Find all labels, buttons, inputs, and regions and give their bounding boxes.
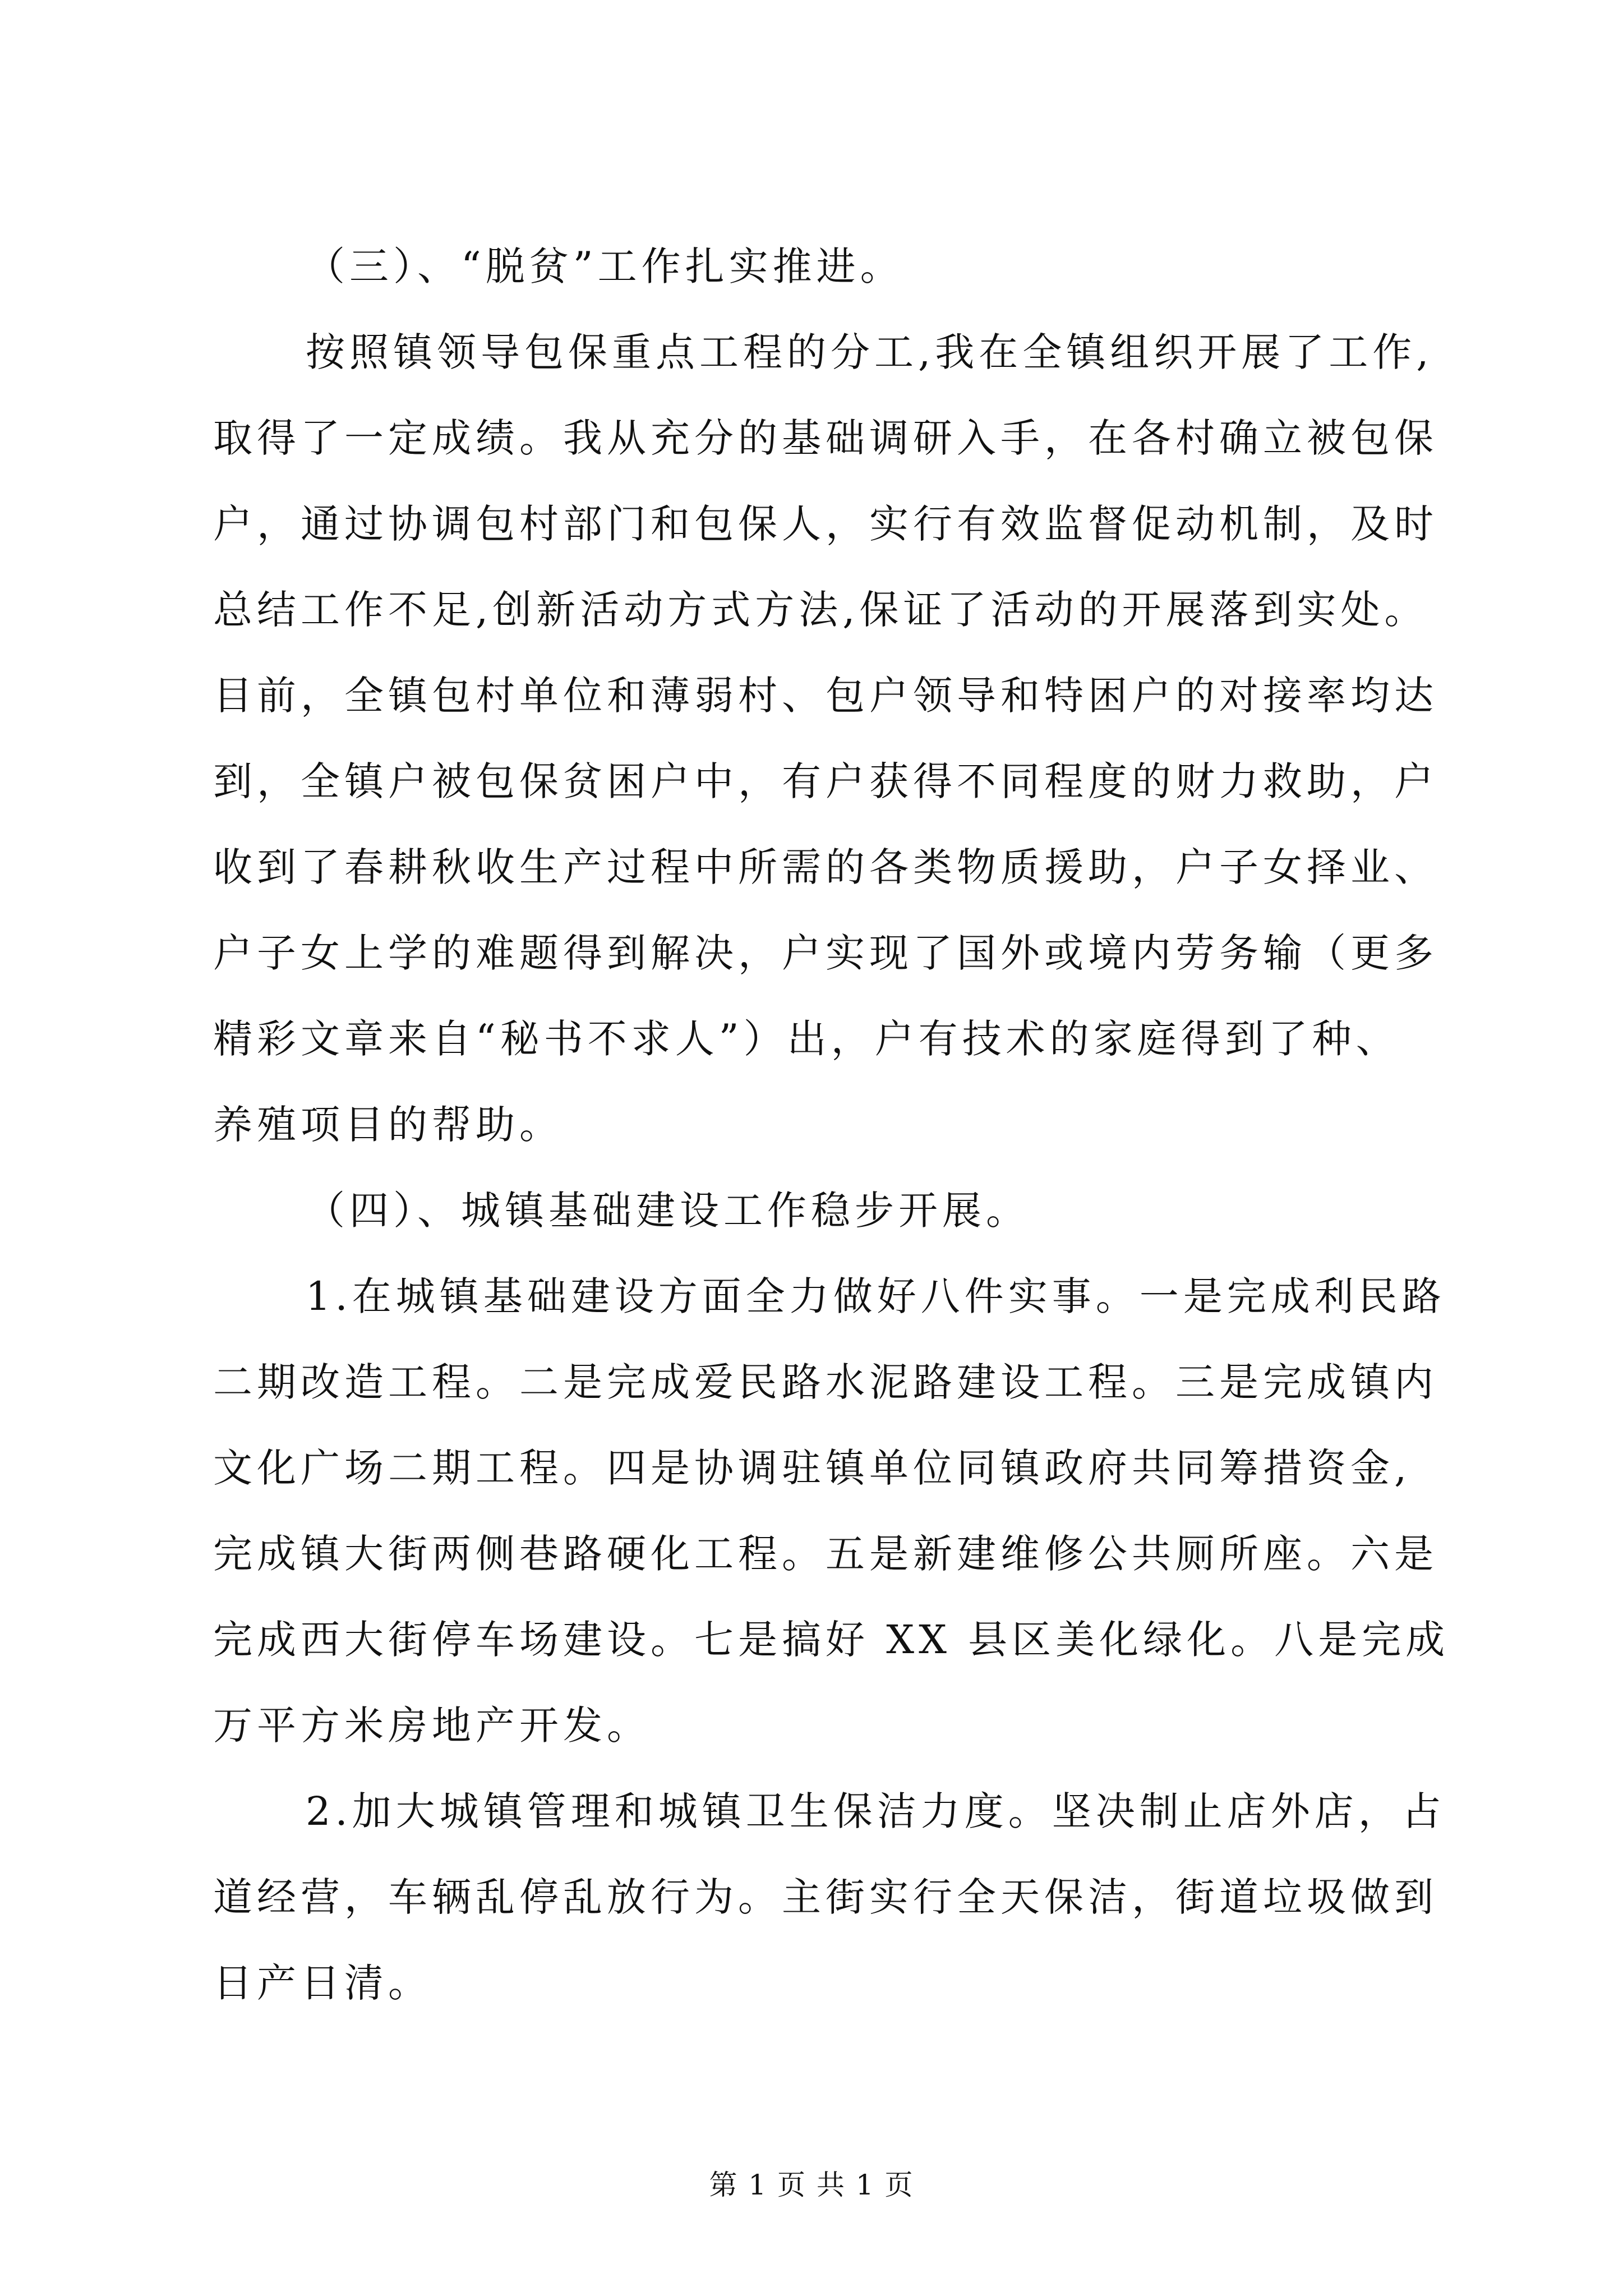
section-heading-infrastructure: （四）、城镇基础建设工作稳步开展。 [306, 1188, 1030, 1234]
body-line: 日产日清。 [213, 1960, 432, 2006]
body-line: 万平方米房地产开发。 [213, 1703, 651, 1749]
body-line: 户，通过协调包村部门和包保人，实行有效监督促动机制，及时 [213, 501, 1438, 547]
page-footer: 第 1 页 共 1 页 [709, 2169, 914, 2201]
body-line: 文化广场二期工程。四是协调驻镇单位同镇政府共同筹措资金, [213, 1445, 1412, 1491]
body-line: 户子女上学的难题得到解决，户实现了国外或境内劳务输（更多 [213, 930, 1438, 976]
body-line: 2.加大城镇管理和城镇卫生保洁力度。坚决制止店外店，占 [306, 1788, 1446, 1834]
body-line: 总结工作不足,创新活动方式方法,保证了活动的开展落到实处。 [213, 587, 1428, 633]
body-line: 取得了一定成绩。我从充分的基础调研入手，在各村确立被包保 [213, 415, 1438, 461]
body-line: 目前，全镇包村单位和薄弱村、包户领导和特困户的对接率均达 [213, 673, 1438, 719]
body-line: 养殖项目的帮助。 [213, 1102, 563, 1148]
body-line: 1.在城镇基础建设方面全力做好八件实事。一是完成利民路 [306, 1273, 1446, 1319]
body-line: 按照镇领导包保重点工程的分工,我在全镇组织开展了工作, [306, 329, 1433, 375]
body-line: 完成西大街停车场建设。七是搞好 XX 县区美化绿化。八是完成 [213, 1617, 1450, 1663]
body-line: 道经营，车辆乱停乱放行为。主街实行全天保洁，街道垃圾做到 [213, 1874, 1438, 1920]
body-line: 收到了春耕秋收生产过程中所需的各类物质援助，户子女择业、 [213, 844, 1438, 890]
body-line: 完成镇大街两侧巷路硬化工程。五是新建维修公共厕所座。六是 [213, 1531, 1438, 1577]
body-line: 精彩文章来自“秘书不求人”）出，户有技术的家庭得到了种、 [213, 1016, 1400, 1062]
section-heading-poverty: （三）、“脱贫”工作扎实推进。 [306, 243, 904, 289]
body-line: 到，全镇户被包保贫困户中，有户获得不同程度的财力救助，户 [213, 758, 1438, 804]
body-line: 二期改造工程。二是完成爱民路水泥路建设工程。三是完成镇内 [213, 1359, 1438, 1405]
